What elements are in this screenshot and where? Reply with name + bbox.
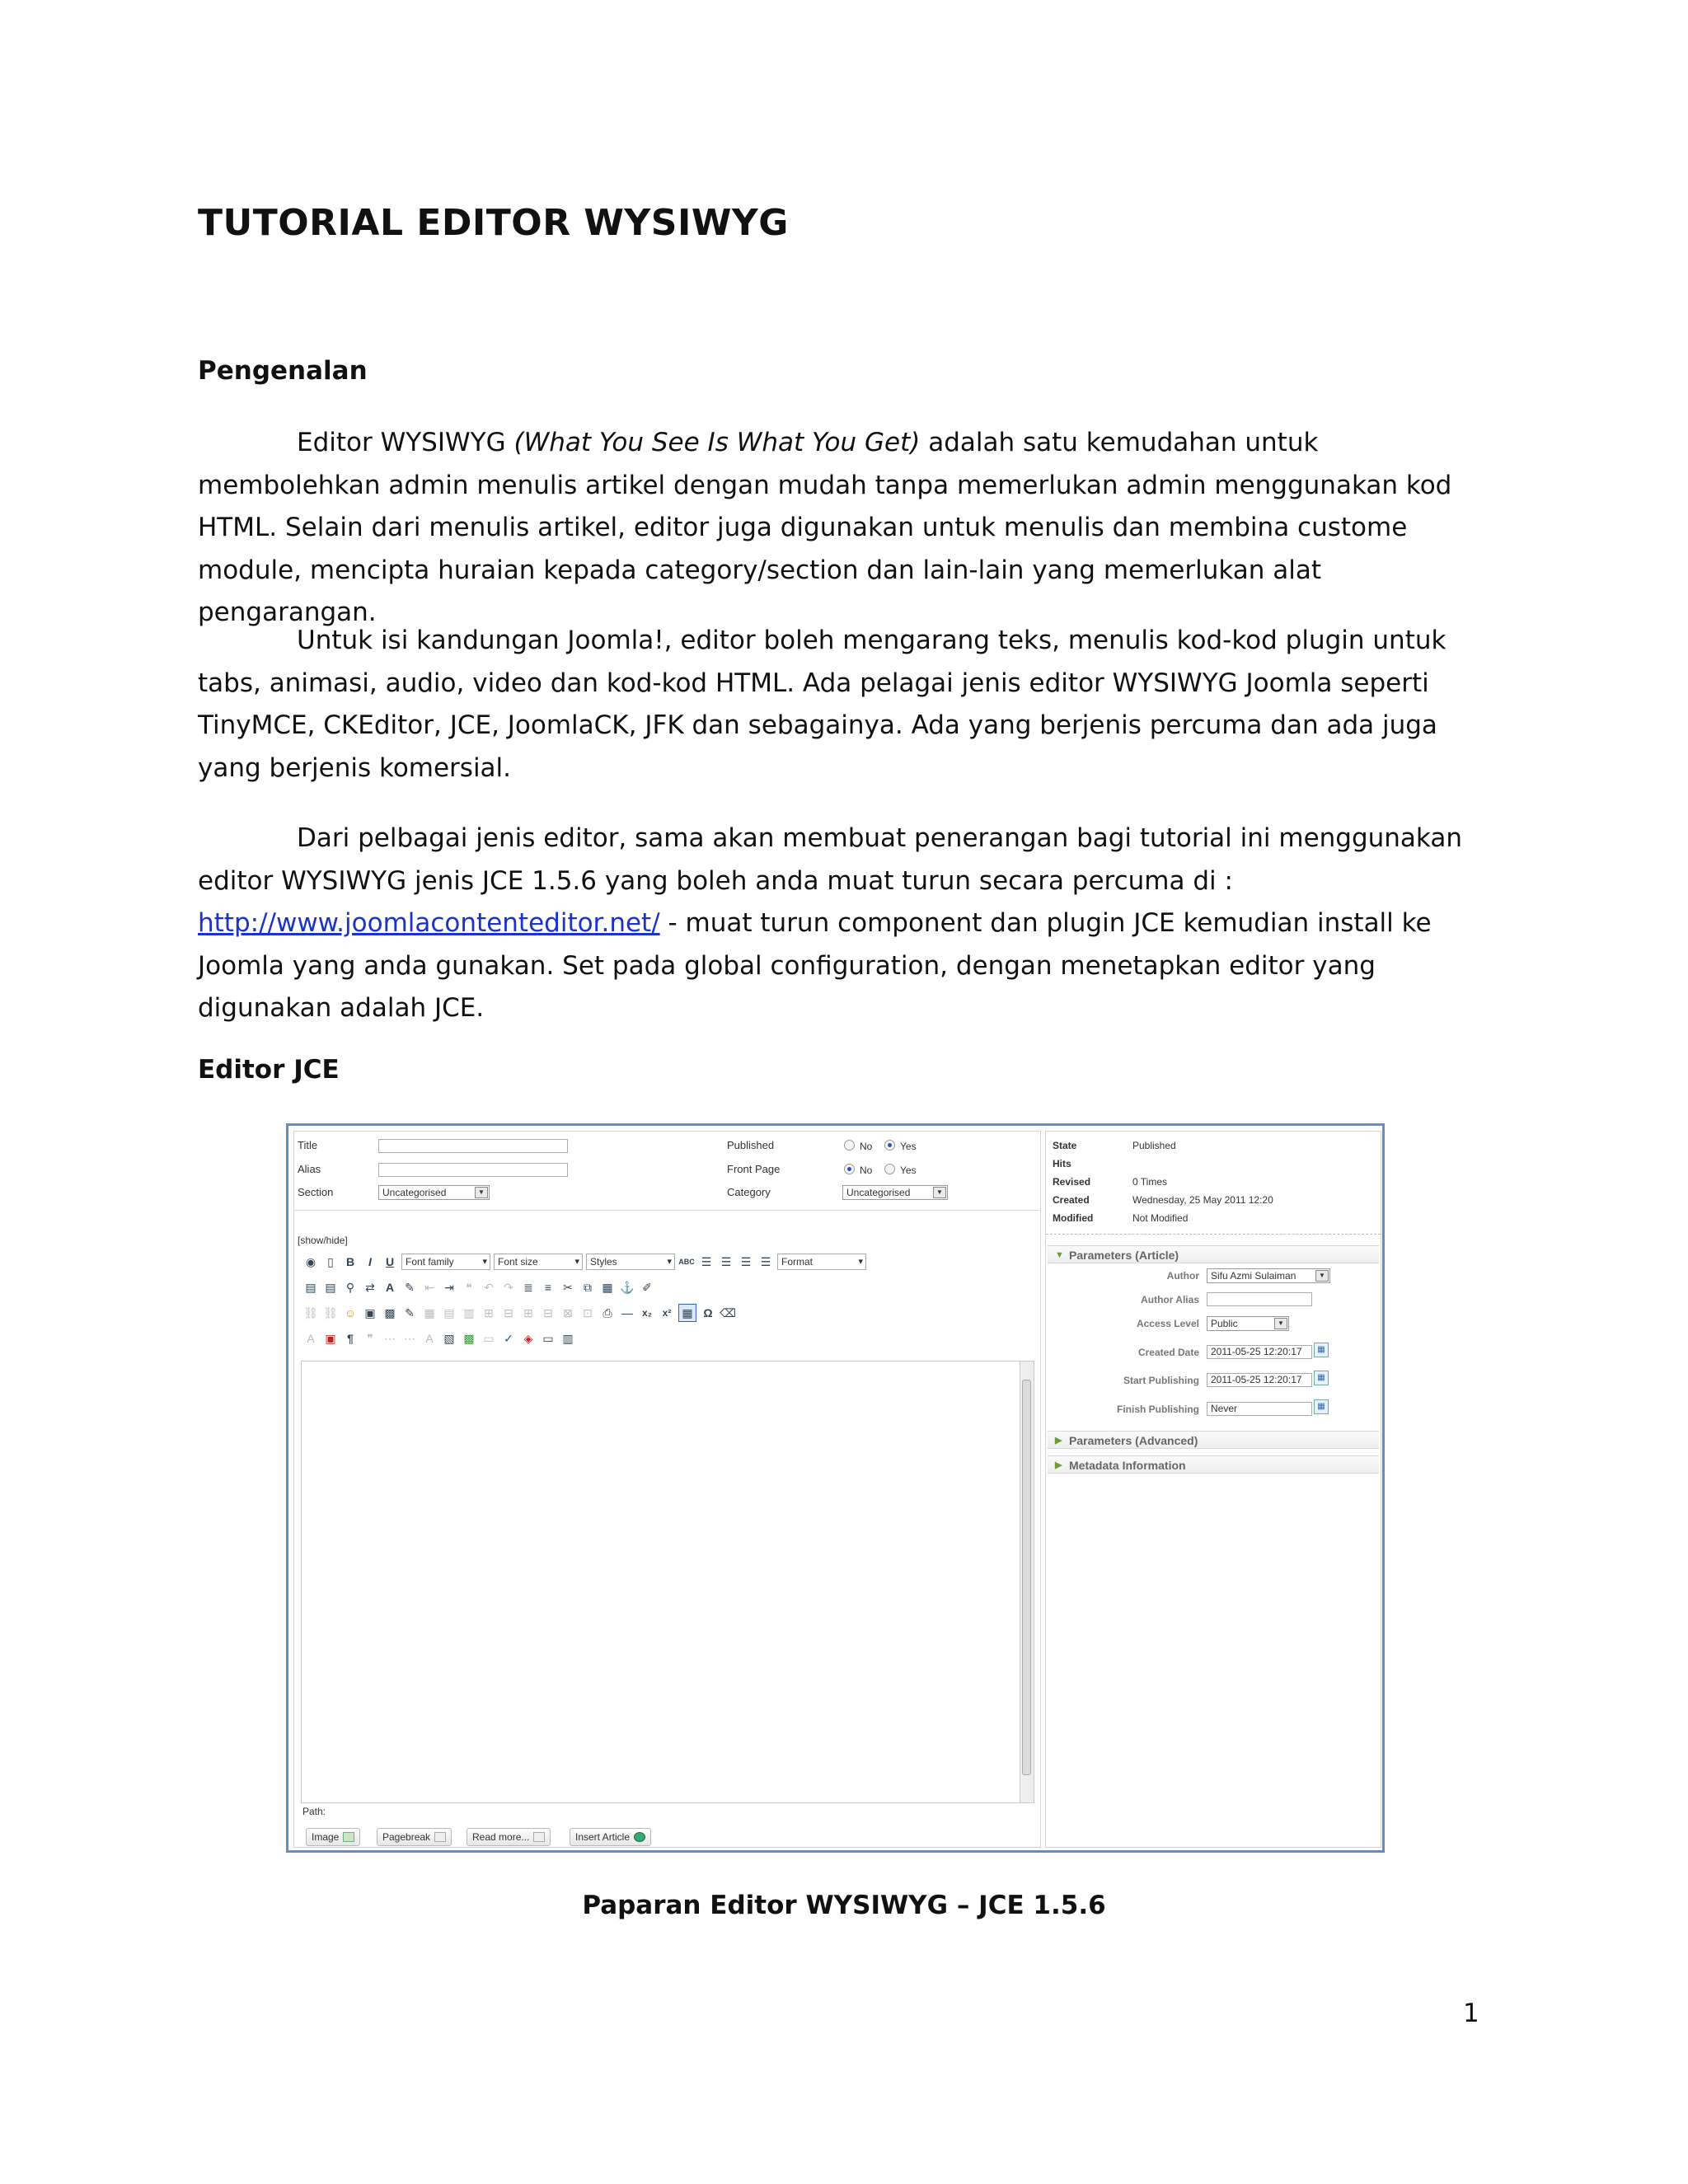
ins-icon[interactable]: A [425,1332,434,1345]
insert-article-button-label: Insert Article [575,1831,631,1843]
jce-website-link[interactable]: http://www.joomlacontenteditor.net/ [198,908,660,938]
indent-icon[interactable]: ⇥ [444,1280,454,1294]
insert-article-button[interactable] [570,1828,651,1846]
modified-value: Not Modified [1132,1212,1189,1224]
access-level-label: Access Level [1136,1318,1199,1329]
style-props-icon[interactable]: A [307,1332,315,1345]
font-size-select[interactable] [494,1254,583,1270]
align-center-icon[interactable]: ☰ [720,1254,732,1268]
delete-row-icon[interactable]: ⊟ [504,1305,513,1319]
paragraph-jce [198,818,1488,1030]
image-button[interactable] [306,1828,360,1846]
alias-input[interactable] [378,1163,568,1177]
parameters-advanced-title: Parameters (Advanced) [1069,1434,1198,1447]
cut-icon[interactable]: ✂ [563,1280,573,1294]
cleanup-icon[interactable]: ✐ [642,1280,652,1294]
subscript-icon[interactable]: x₂ [641,1307,652,1319]
blockquote-icon[interactable]: ❝ [466,1280,472,1294]
table-icon[interactable]: ▦ [424,1305,435,1319]
read-more-button-label: Read more... [472,1831,530,1843]
emoticon-icon[interactable]: ☺ [344,1306,357,1319]
form-divider [294,1210,1040,1211]
format-select[interactable] [777,1254,866,1270]
p1-italic: (What You See Is What You Get) [513,428,921,457]
spellcheck-icon[interactable]: ✓ [504,1331,513,1345]
parameters-article-title: Parameters (Article) [1069,1249,1179,1262]
paste-icon[interactable]: ▤ [305,1280,316,1294]
published-yes-radio[interactable] [884,1140,895,1151]
outdent-icon[interactable]: ⇤ [424,1280,434,1294]
section-heading-editor-jce: Editor JCE [198,1055,340,1085]
revised-value: 0 Times [1132,1176,1168,1188]
paste-text-icon[interactable]: ▤ [325,1280,336,1294]
superscript-icon[interactable]: x² [662,1307,672,1319]
document-title: TUTORIAL EDITOR WYSIWYG [198,202,789,244]
bold-icon[interactable]: B [345,1255,355,1268]
pagebreak-icon [434,1832,446,1842]
front-page-yes-label: Yes [900,1165,917,1176]
author-label: Author [1166,1270,1199,1282]
metadata-information-title: Metadata Information [1069,1459,1186,1472]
preview-icon[interactable]: ▥ [562,1331,574,1345]
unlink-icon[interactable]: ⛓ [323,1305,338,1319]
section-heading-pengenalan: Pengenalan [198,356,368,386]
strikethrough-icon[interactable]: ABC [678,1258,695,1266]
parameters-advanced-header[interactable] [1048,1431,1379,1449]
replace-icon[interactable]: ⇄ [365,1280,375,1294]
redo-icon[interactable]: ↷ [504,1280,513,1294]
section-select[interactable] [378,1185,490,1200]
horizontal-rule-icon[interactable]: — [621,1306,633,1319]
category-select[interactable] [842,1185,948,1200]
state-value: Published [1132,1140,1176,1151]
anchor-icon[interactable]: ⚓ [620,1280,635,1294]
show-hide-toggle[interactable]: [show/hide] [298,1235,348,1246]
align-justify-icon[interactable]: ☰ [760,1254,771,1268]
cell-props-icon[interactable]: ▥ [463,1305,475,1319]
collapsed-triangle-icon: ▶ [1055,1436,1062,1446]
ordered-list-icon[interactable]: ≣ [523,1280,533,1294]
insert-row-icon[interactable]: ⊞ [484,1305,494,1319]
path-label: Path: [302,1806,326,1817]
modified-label: Modified [1053,1212,1094,1224]
find-icon[interactable]: ⚲ [345,1280,355,1294]
paragraph-mark-icon[interactable]: ¶ [347,1332,354,1345]
row-props-icon[interactable]: ▤ [443,1305,455,1319]
align-left-icon[interactable]: ☰ [701,1254,712,1268]
format-select-label: Format [781,1256,814,1268]
calendar-icon[interactable]: ▦ [1314,1371,1329,1385]
category-select-value: Uncategorised [846,1187,911,1198]
merge-cells-icon[interactable]: ⊡ [583,1305,593,1319]
published-label: Published [727,1139,775,1151]
finish-publishing-input[interactable]: Never [1207,1402,1312,1416]
pagebreak-button-label: Pagebreak [382,1831,431,1843]
acronym-icon[interactable]: ⋯ [384,1331,396,1345]
chevron-down-icon: ▼ [933,1187,946,1198]
caption-icon[interactable]: ▭ [483,1331,495,1345]
published-no-label: No [860,1141,873,1152]
p1-text-end: adalah satu kemudahan untuk membolehkan admin menulis artikel dengan mudah tanpa memerlukan admin menggunakan kod HTML. Selain dari menulis artikel, editor juga digunakan untuk menulis dan membina custome module, mencipta huraian kepada category/section dan lain-lain yang memerlukan alat pengarangan. [198,428,1452,627]
font-size-select-label: Font size [498,1256,538,1268]
hits-label: Hits [1053,1158,1071,1169]
styles-select[interactable] [586,1254,675,1270]
created-label: Created [1053,1194,1090,1206]
toolbar-row-4 [302,1328,576,1349]
chevron-down-icon: ▼ [1315,1270,1329,1282]
help-icon[interactable]: ◉ [305,1254,316,1268]
published-no-radio[interactable] [844,1140,855,1151]
print-icon[interactable]: ⎙ [603,1305,612,1319]
created-date-label: Created Date [1137,1347,1199,1358]
parameters-article-header[interactable] [1048,1245,1379,1263]
author-alias-input[interactable] [1207,1292,1312,1306]
calendar-icon[interactable]: ▦ [1314,1343,1329,1357]
alias-label: Alias [298,1163,321,1175]
read-more-icon [533,1832,545,1842]
front-page-yes-radio[interactable] [884,1164,895,1174]
toolbar-row-2 [302,1277,655,1298]
author-select[interactable] [1207,1268,1330,1283]
section-select-value: Uncategorised [382,1187,447,1198]
layer-icon[interactable]: ▧ [443,1331,455,1345]
undo-icon[interactable]: ↶ [484,1280,494,1294]
toolbar-row-3 [302,1302,736,1324]
title-label: Title [298,1139,318,1151]
insert-article-icon [634,1832,645,1842]
edit-source-icon[interactable]: ✎ [405,1305,415,1319]
unordered-list-icon[interactable]: ≡ [544,1281,552,1294]
calendar-icon[interactable]: ▦ [1314,1399,1329,1414]
title-input[interactable] [378,1139,568,1153]
remove-format-icon[interactable]: ⌫ [720,1305,736,1319]
template-icon[interactable]: ▩ [463,1331,475,1345]
p1-text-start: Editor WYSIWYG [297,428,514,457]
media-icon[interactable]: ▩ [384,1305,396,1319]
image-icon [343,1832,354,1842]
special-char-icon[interactable]: Ω [703,1306,713,1319]
embed-code-icon[interactable]: ◈ [523,1331,533,1345]
state-label: State [1053,1140,1077,1151]
category-label: Category [727,1186,771,1198]
paragraph-joomla [198,620,1488,790]
delete-col-icon[interactable]: ⊟ [543,1305,553,1319]
access-level-select-value: Public [1211,1318,1238,1329]
p2-text: Untuk isi kandungan Joomla!, editor boleh mengarang teks, menulis kod-kod plugin untuk tabs, animasi, audio, video dan kod-kod HTML. Ada pelagai jenis editor WYSIWYG Joomla seperti TinyMCE, CKEditor, JCE, JoomlaCK, JFK dan sebagainya. Ada yang berjenis percuma dan ada juga yang berjenis komersial. [198,626,1447,783]
styles-select-label: Styles [590,1256,617,1268]
editor-scrollbar[interactable] [1020,1361,1034,1802]
jce-editor-screenshot [286,1123,1385,1853]
font-color-icon[interactable]: A [385,1281,395,1294]
attribs-icon[interactable]: ⋯ [404,1331,415,1345]
font-family-select-label: Font family [406,1256,454,1268]
chevron-down-icon: ▼ [1274,1318,1287,1329]
author-select-value: Sifu Azmi Sulaiman [1211,1270,1296,1282]
toolbar-row-1 [302,1251,866,1272]
finish-publishing-label: Finish Publishing [1117,1404,1199,1415]
paste-special-icon[interactable]: ▦ [602,1280,613,1294]
fullscreen-icon[interactable]: ▭ [542,1331,554,1345]
published-yes-label: Yes [900,1141,917,1152]
collapsed-triangle-icon: ▶ [1055,1460,1062,1470]
scrollbar-thumb[interactable] [1022,1380,1031,1775]
editor-content-area[interactable] [301,1361,1034,1803]
paragraph-intro [198,422,1488,635]
front-page-no-label: No [860,1165,873,1176]
italic-icon[interactable]: I [368,1255,372,1268]
split-cells-icon[interactable]: ⊠ [563,1305,573,1319]
created-date-input[interactable]: 2011-05-25 12:20:17 [1207,1345,1312,1359]
page-number: 1 [1463,1999,1479,2028]
abbreviation-icon[interactable]: ▣ [325,1331,336,1345]
image-button-label: Image [312,1831,340,1843]
expanded-triangle-icon: ▼ [1055,1250,1064,1260]
metadata-information-header[interactable] [1048,1455,1379,1474]
author-alias-label: Author Alias [1141,1294,1199,1305]
cite-icon[interactable]: ❞ [367,1331,373,1345]
link-icon[interactable]: ⛓ [303,1305,318,1319]
copy-icon[interactable]: ⧉ [584,1280,592,1294]
underline-icon[interactable]: U [385,1255,395,1268]
info-divider [1046,1234,1381,1235]
chevron-down-icon: ▼ [475,1187,488,1198]
align-right-icon[interactable]: ☰ [740,1254,752,1268]
pagebreak-button[interactable] [377,1828,452,1846]
figure-caption: Paparan Editor WYSIWYG – JCE 1.5.6 [582,1891,1106,1920]
image-manager-icon[interactable]: ▣ [364,1305,376,1319]
revised-label: Revised [1053,1176,1091,1188]
start-publishing-input[interactable]: 2011-05-25 12:20:17 [1207,1373,1312,1387]
access-level-select[interactable] [1207,1316,1289,1331]
read-more-button[interactable] [467,1828,551,1846]
start-publishing-label: Start Publishing [1123,1375,1199,1386]
p3-text-end: - muat turun component dan plugin JCE kemudian install ke Joomla yang anda gunakan. Set pada global configuration, dengan menetapkan editor yang digunakan adalah JCE. [198,908,1432,1023]
front-page-no-radio[interactable] [844,1164,855,1174]
front-page-label: Front Page [727,1163,781,1175]
section-label: Section [298,1186,334,1198]
font-family-select[interactable] [401,1254,490,1270]
article-details-pane [1045,1131,1381,1848]
article-edit-pane [293,1131,1041,1848]
p3-text-start: Dari pelbagai jenis editor, sama akan membuat penerangan bagi tutorial ini menggunakan editor WYSIWYG jenis JCE 1.5.6 yang boleh anda muat turun secara percuma di : [198,823,1462,896]
visual-aid-icon[interactable]: ▦ [678,1304,696,1322]
highlight-color-icon[interactable]: ✎ [405,1280,415,1294]
created-value: Wednesday, 25 May 2011 12:20 [1132,1194,1273,1206]
insert-col-icon[interactable]: ⊞ [523,1305,533,1319]
new-document-icon[interactable]: ▯ [327,1254,334,1268]
